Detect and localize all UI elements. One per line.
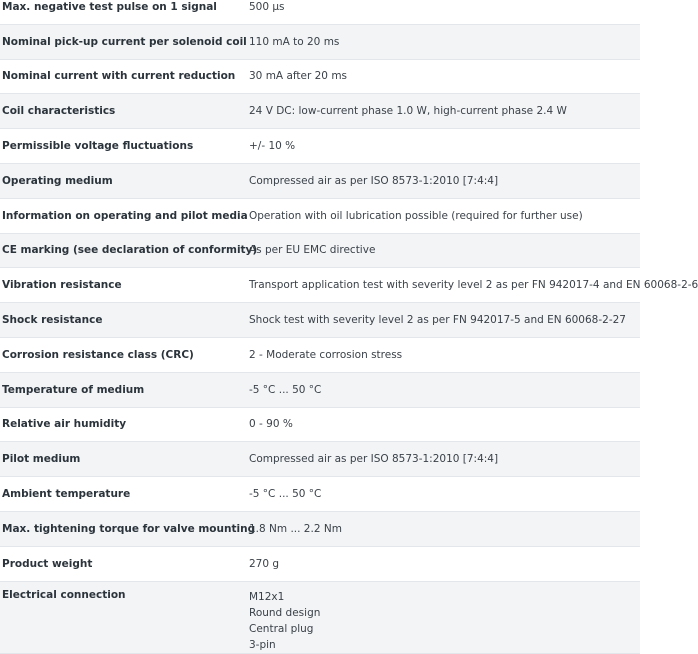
spec-label: Electrical connection (2, 588, 126, 601)
spec-value: 24 V DC: low-current phase 1.0 W, high-current phase 2.4 W (249, 105, 567, 118)
spec-value: 30 mA after 20 ms (249, 70, 348, 83)
spec-row-test-pulse (0, 0, 640, 25)
spec-label: CE marking (see declaration of conformity) (2, 244, 258, 257)
spec-label: Nominal current with current reduction (2, 70, 236, 83)
spec-label: Vibration resistance (2, 279, 122, 292)
spec-row-medium-temperature (0, 373, 640, 408)
connection-design: Round design (249, 606, 321, 619)
spec-row-pilot-medium (0, 442, 640, 477)
spec-label: Nominal pick-up current per solenoid coil (2, 35, 247, 48)
spec-label: Temperature of medium (2, 383, 145, 396)
spec-label: Relative air humidity (2, 418, 127, 431)
spec-row-shock-resistance (0, 303, 640, 338)
spec-value: Operation with oil lubrication possible (required for further use) (249, 209, 583, 222)
spec-row-ce-marking (0, 234, 640, 269)
spec-row-vibration-resistance (0, 268, 698, 303)
spec-row-tightening-torque (0, 512, 640, 547)
spec-row-ambient-temperature (0, 477, 640, 512)
spec-row-media-information (0, 199, 640, 234)
spec-label: Max. tightening torque for valve mounting (2, 522, 256, 535)
spec-value: 270 g (249, 557, 280, 570)
spec-value: 0 - 90 % (249, 418, 293, 431)
spec-label: Pilot medium (2, 453, 81, 466)
connection-plug: Central plug (249, 622, 314, 635)
spec-value: 110 mA to 20 ms (249, 35, 340, 48)
spec-value: 1.8 Nm ... 2.2 Nm (249, 522, 342, 535)
spec-row-coil-characteristics (0, 94, 640, 129)
spec-value: -5 °C ... 50 °C (249, 488, 322, 501)
spec-value: Compressed air as per ISO 8573-1:2010 [7:4:4] (249, 453, 499, 466)
spec-value: 500 µs (249, 0, 285, 13)
spec-value: -5 °C ... 50 °C (249, 383, 322, 396)
spec-value: Compressed air as per ISO 8573-1:2010 [7:4:4] (249, 174, 499, 187)
spec-value: 2 - Moderate corrosion stress (249, 348, 403, 361)
spec-label: Operating medium (2, 174, 113, 187)
spec-row-product-weight (0, 547, 640, 582)
spec-label: Max. negative test pulse on 1 signal (2, 0, 217, 13)
spec-row-electrical-connection (0, 582, 640, 654)
spec-label: Product weight (2, 557, 93, 570)
spec-label: Information on operating and pilot media (2, 209, 248, 222)
spec-label: Coil characteristics (2, 105, 116, 118)
spec-label: Ambient temperature (2, 488, 131, 501)
spec-value: As per EU EMC directive (249, 244, 376, 257)
spec-value: Transport application test with severity level 2 as per FN 942017-4 and EN 60068-2-6 (249, 279, 698, 292)
connection-pins: 3-pin (249, 639, 276, 652)
spec-label: Shock resistance (2, 314, 103, 327)
spec-row-pickup-current (0, 25, 640, 60)
spec-row-air-humidity (0, 408, 640, 443)
spec-label: Corrosion resistance class (CRC) (2, 348, 194, 361)
spec-row-current-reduction (0, 60, 640, 95)
spec-row-corrosion-class (0, 338, 640, 373)
spec-value: +/- 10 % (249, 140, 296, 153)
spec-row-voltage-fluctuations (0, 129, 640, 164)
connection-type: M12x1 (249, 590, 285, 603)
spec-row-operating-medium (0, 164, 640, 199)
spec-value: Shock test with severity level 2 as per FN 942017-5 and EN 60068-2-27 (249, 314, 626, 327)
spec-value-list (249, 589, 640, 654)
spec-label: Permissible voltage fluctuations (2, 140, 194, 153)
